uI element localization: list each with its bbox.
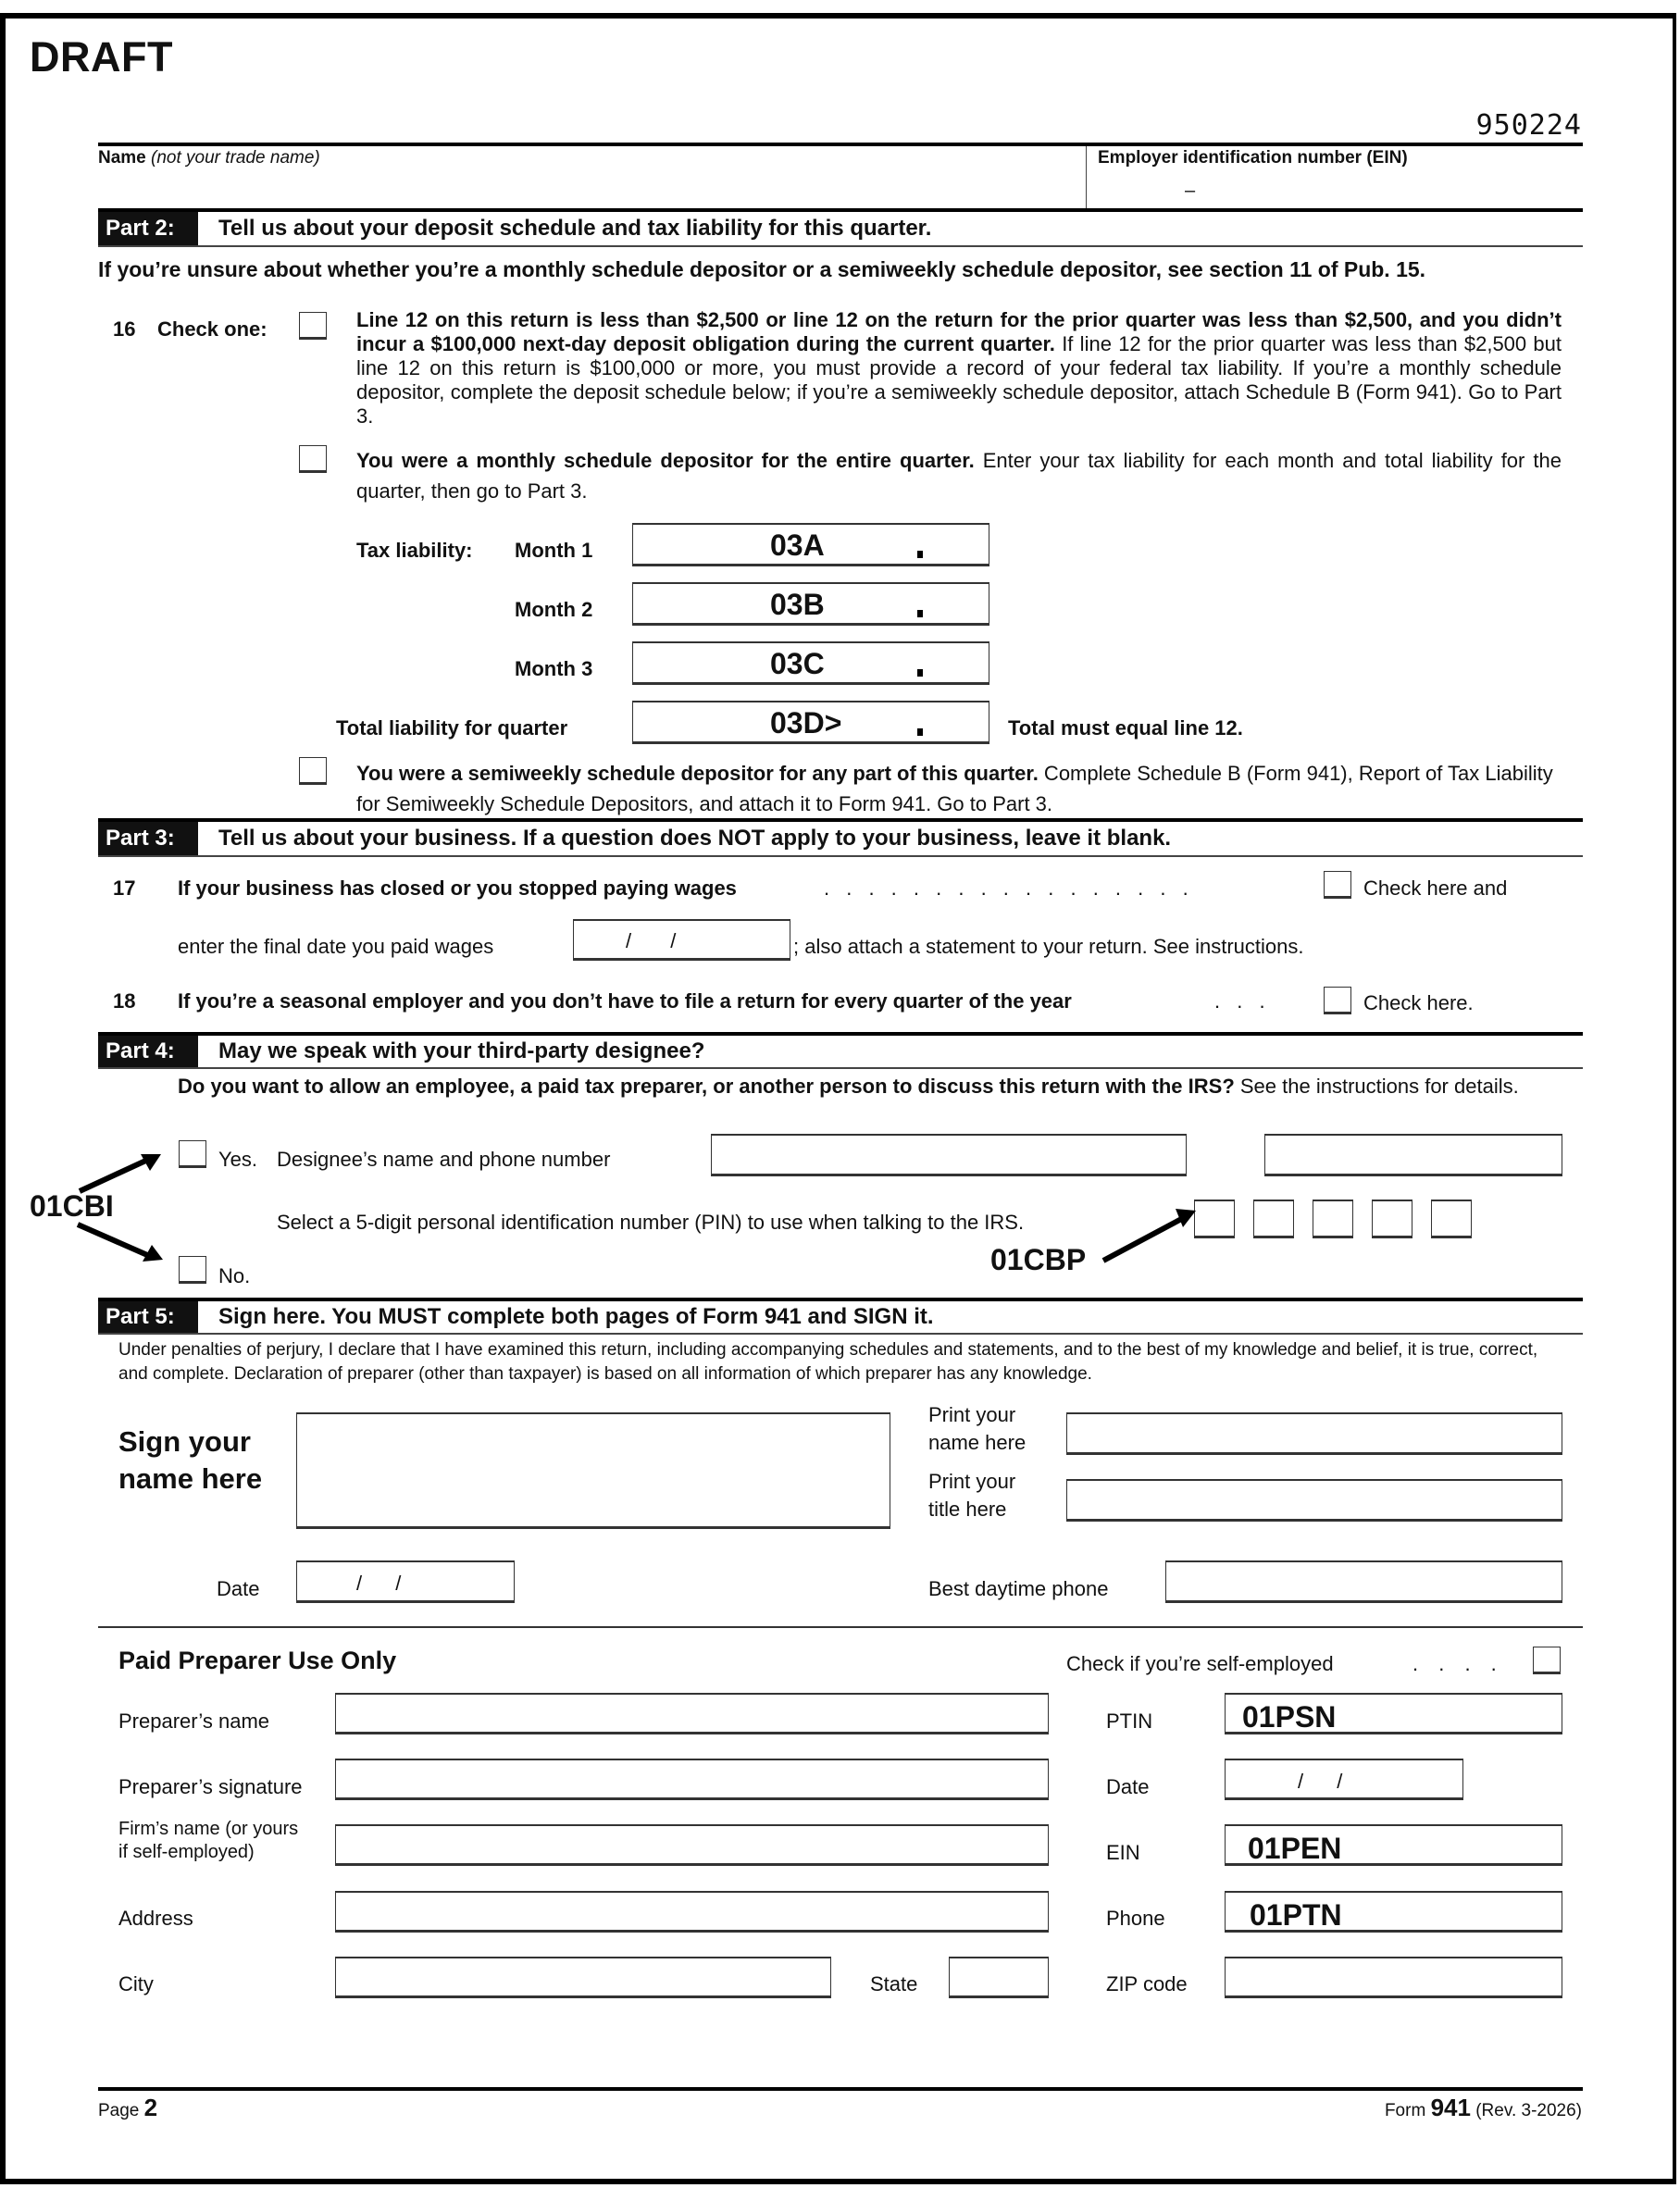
line18-leader-dots: . . . (1214, 989, 1271, 1013)
name-label: Name (not your trade name) (98, 148, 320, 168)
option3-checkbox[interactable] (299, 757, 327, 785)
designee-name-field[interactable] (711, 1134, 1187, 1176)
sign-date-label: Date (217, 1577, 260, 1600)
part5-title: Sign here. You MUST complete both pages of Form 941 and SIGN it. (218, 1304, 934, 1329)
ein-separator: – (1185, 180, 1196, 201)
annotation-pin-code: 01CBP (990, 1243, 1087, 1276)
designee-yes-checkbox[interactable] (179, 1140, 206, 1168)
line18-text: If you’re a seasonal employer and you don’t have to file a return for every quarter of the year (178, 989, 1072, 1013)
month1-label: Month 1 (515, 539, 593, 562)
form-revision: Form 941 (Rev. 3-2026) (1384, 2094, 1582, 2121)
arrow-icon (74, 1152, 167, 1263)
month2-code: 03B (770, 588, 825, 621)
tax-liability-label: Tax liability: (356, 539, 473, 562)
month2-field[interactable] (632, 582, 989, 626)
preparer-phone-code: 01PTN (1250, 1898, 1342, 1932)
preparer-phone-field[interactable] (1225, 1891, 1562, 1933)
total-code: 03D> (770, 706, 842, 740)
daytime-phone-label: Best daytime phone (928, 1577, 1109, 1600)
option2-text: You were a monthly schedule depositor for the entire quarter. Enter your tax liability for each month and total liability for the quarter, then go to Part 3. (356, 449, 1562, 503)
total-liability-label: Total liability for quarter (336, 716, 568, 740)
total-note: Total must equal line 12. (1008, 716, 1243, 740)
preparer-date-field[interactable]: / / (1225, 1759, 1463, 1800)
part5-tag: Part 5: (98, 1301, 198, 1333)
part3-title: Tell us about your business. If a question does NOT apply to your business, leave it blank. (218, 826, 1172, 851)
self-employed-dots: . . . . (1412, 1652, 1504, 1675)
ptin-label: PTIN (1106, 1709, 1153, 1733)
option3-text: You were a semiweekly schedule depositor for any part of this quarter. Complete Schedule B (Form 941), Report of Tax Liability for Semiweekly Schedule Depositors, and attach it to Form 941. Go to Part 3. (356, 762, 1553, 815)
firm-ein-code: 01PEN (1248, 1832, 1342, 1865)
part3-tag: Part 3: (98, 822, 198, 855)
part2-header (98, 212, 1583, 247)
pin-digit-3[interactable] (1313, 1200, 1353, 1238)
month1-field[interactable] (632, 523, 989, 566)
ein-field[interactable] (1098, 172, 1579, 207)
line18-checkbox[interactable] (1324, 987, 1351, 1014)
state-label: State (870, 1972, 918, 1995)
firm-ein-label: EIN (1106, 1841, 1140, 1864)
zip-label: ZIP code (1106, 1972, 1188, 1995)
part4-header (98, 1036, 1583, 1069)
divider (98, 2087, 1583, 2091)
self-employed-label: Check if you’re self-employed (1066, 1652, 1334, 1675)
final-date-label: enter the final date you paid wages (178, 935, 494, 958)
designee-question: Do you want to allow an employee, a paid tax preparer, or another person to discuss this return with the IRS? See the instructions for details. (178, 1075, 1519, 1098)
part2-tag: Part 2: (98, 212, 198, 245)
pin-digit-4[interactable] (1372, 1200, 1412, 1238)
line17-check-label: Check here and (1363, 876, 1508, 900)
zip-field[interactable] (1225, 1957, 1562, 1998)
ptin-code: 01PSN (1242, 1700, 1337, 1734)
divider (98, 1626, 1583, 1628)
preparer-date-label: Date (1106, 1775, 1150, 1798)
arrow-icon (1098, 1203, 1200, 1268)
decimal-point (917, 610, 923, 617)
firm-name-label: Firm’s name (or yours if self-employed) (118, 1819, 299, 1862)
option2-checkbox[interactable] (299, 445, 327, 473)
part4-tag: Part 4: (98, 1036, 198, 1067)
line17-checkbox[interactable] (1324, 871, 1351, 899)
decimal-point (917, 728, 923, 736)
part5-header (98, 1301, 1583, 1335)
page-indicator: Page 2 (98, 2094, 158, 2121)
decimal-point (917, 551, 923, 558)
city-field[interactable] (335, 1957, 831, 1998)
designee-label: Designee’s name and phone number (277, 1148, 611, 1171)
line17-leader-dots: . . . . . . . . . . . . . . . . . (824, 876, 1194, 900)
line16-number: 16 (113, 317, 136, 341)
option1-checkbox[interactable] (299, 312, 327, 340)
preparer-signature-field[interactable] (335, 1759, 1049, 1800)
designee-phone-field[interactable] (1264, 1134, 1562, 1176)
firm-name-field[interactable] (335, 1824, 1049, 1866)
pin-digit-1[interactable] (1194, 1200, 1235, 1238)
preparer-phone-label: Phone (1106, 1907, 1165, 1930)
draft-watermark: DRAFT (30, 33, 173, 81)
month3-label: Month 3 (515, 657, 593, 680)
line18-check-label: Check here. (1363, 991, 1474, 1014)
divider (1086, 146, 1087, 209)
pin-digit-2[interactable] (1253, 1200, 1294, 1238)
sign-date-field[interactable]: / / (296, 1560, 515, 1603)
self-employed-checkbox[interactable] (1533, 1647, 1561, 1674)
address-label: Address (118, 1907, 193, 1930)
month2-label: Month 2 (515, 598, 593, 621)
name-field[interactable] (98, 172, 1083, 207)
preparer-name-label: Preparer’s name (118, 1709, 270, 1733)
state-field[interactable] (949, 1957, 1049, 1998)
line17-number: 17 (113, 876, 136, 900)
month3-field[interactable] (632, 641, 989, 685)
signature-field[interactable] (296, 1412, 890, 1529)
part2-intro: If you’re unsure about whether you’re a monthly schedule depositor or a semiweekly schedule depositor, see section 11 of Pub. 15. (98, 257, 1426, 281)
firm-ein-field[interactable] (1225, 1824, 1562, 1866)
line17-text: If your business has closed or you stopped paying wages (178, 876, 737, 900)
print-name-field[interactable] (1066, 1412, 1562, 1455)
final-date-after: ; also attach a statement to your return. See instructions. (793, 935, 1304, 958)
print-title-label: Print your title here (928, 1470, 1016, 1521)
decimal-point (917, 669, 923, 677)
preparer-signature-label: Preparer’s signature (118, 1775, 303, 1798)
no-label: No. (218, 1264, 251, 1287)
ein-label: Employer identification number (EIN) (1098, 148, 1408, 168)
ptin-field[interactable] (1225, 1693, 1562, 1734)
part3-header (98, 822, 1583, 857)
preparer-name-field[interactable] (335, 1693, 1049, 1734)
form-code: 950224 (1475, 109, 1582, 142)
paid-preparer-title: Paid Preparer Use Only (118, 1647, 397, 1674)
month3-code: 03C (770, 647, 825, 680)
total-liability-field[interactable] (632, 701, 989, 744)
line18-number: 18 (113, 989, 136, 1013)
print-name-label: Print your name here (928, 1403, 1027, 1454)
part2-title: Tell us about your deposit schedule and tax liability for this quarter. (218, 216, 932, 241)
designee-no-checkbox[interactable] (179, 1256, 206, 1284)
sign-here-label: Sign your name here (118, 1425, 263, 1495)
month1-code: 03A (770, 528, 825, 562)
pin-digit-5[interactable] (1431, 1200, 1472, 1238)
pin-label: Select a 5-digit personal identification number (PIN) to use when talking to the IRS. (277, 1211, 1025, 1234)
city-label: City (118, 1972, 154, 1995)
print-title-field[interactable] (1066, 1479, 1562, 1522)
part4-title: May we speak with your third-party designee? (218, 1038, 705, 1063)
divider (98, 143, 1583, 146)
option1-text: Line 12 on this return is less than $2,500 or line 12 on the return for the prior quarter was less than $2,500, and you didn’t incur a $100,000 next-day deposit obligation during the current quarter. If line 12 for the prior quarter was less than $2,500 but line 12 on this return is $100,000 or more, you must provide a record of your federal tax liability. If you’re a monthly schedule depositor, complete the deposit schedule below; if you’re a semiweekly schedule depositor, attach Schedule B (Form 941). Go to Part 3. (356, 308, 1562, 428)
daytime-phone-field[interactable] (1165, 1560, 1562, 1603)
perjury-declaration: Under penalties of perjury, I declare that I have examined this return, including accompanying schedules and statements, and to the best of my knowledge and belief, it is true, correct, and complete. Declaration of preparer (other than taxpayer) is based on all information of which preparer has any knowledge. (118, 1340, 1538, 1384)
yes-label: Yes. (218, 1148, 258, 1171)
address-field[interactable] (335, 1891, 1049, 1933)
annotation-checkbox-code: 01CBI (30, 1189, 114, 1223)
final-date-field[interactable]: / / (573, 919, 790, 961)
check-one-label: Check one: (157, 317, 268, 341)
